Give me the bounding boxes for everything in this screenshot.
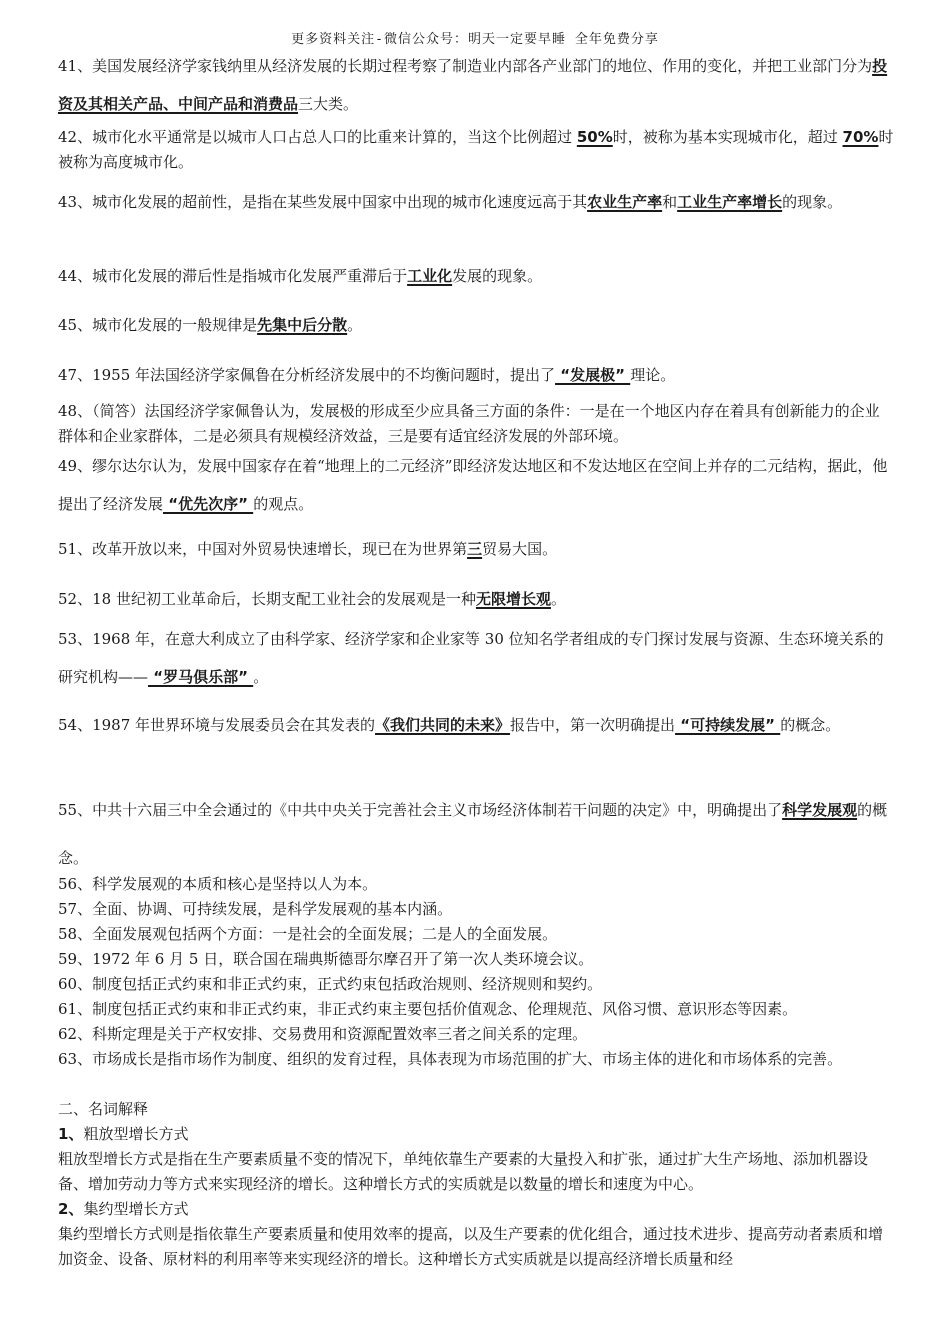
item-61: 61、制度包括正式约束和非正式约束，非正式约束主要包括价值观念、伦理规范、风俗习惯、意识形态等因素。 — [58, 1000, 798, 1018]
section-title: 二、名词解释 — [58, 1100, 149, 1118]
item-56: 56、科学发展观的本质和核心是坚持以人为本。 — [58, 875, 378, 893]
item-53: 53、1968 年，在意大利成立了由科学家、经济学家和企业家等 30 位知名学者组成的专门探讨发展与资源、生态环境关系的研究机构—— “罗马俱乐部” 。 — [58, 630, 884, 686]
term-1-heading: 1、粗放型增长方式 — [58, 1125, 189, 1143]
item-57: 57、全面、协调、可持续发展，是科学发展观的基本内涵。 — [58, 900, 453, 918]
item-41: 41、美国发展经济学家钱纳里从经济发展的长期过程考察了制造业内部各产业部门的地位、作用的变化，并把工业部门分为投资及其相关产品、中间产品和消费品三大类。 — [58, 57, 888, 113]
term-2-heading: 2、集约型增长方式 — [58, 1200, 189, 1218]
item-52: 52、18 世纪初工业革命后，长期支配工业社会的发展观是一种无限增长观。 — [58, 590, 566, 608]
item-55: 55、中共十六届三中全会通过的《中共中央关于完善社会主义市场经济体制若干问题的决定》中，明确提出了科学发展观的概念。 — [58, 801, 888, 867]
item-51: 51、改革开放以来，中国对外贸易快速增长，现已在为世界第三贸易大国。 — [58, 540, 558, 558]
page-header: 更多资料关注-微信公众号：明天一定要早睡 全年免费分享 — [291, 32, 659, 47]
term-1-body: 粗放型增长方式是指在生产要素质量不变的情况下，单纯依靠生产要素的大量投入和扩张，通过扩大生产场地、添加机器设备、增加劳动力等方式来实现经济的增长。这种增长方式的实质就是以数量的增长和速度为中心。 — [58, 1150, 869, 1193]
item-47: 47、1955 年法国经济学家佩鲁在分析经济发展中的不均衡问题时，提出了 “发展极” 理论。 — [58, 366, 676, 384]
term-2-body: 集约型增长方式则是指依靠生产要素质量和使用效率的提高，以及生产要素的优化组合，通过技术进步、提高劳动者素质和增加资金、设备、原材料的利用率等来实现经济的增长。这种增长方式实质就是以提高经济增长质量和经 — [58, 1225, 884, 1268]
item-43: 43、城市化发展的超前性，是指在某些发展中国家中出现的城市化速度远高于其农业生产率和工业生产率增长的现象。 — [58, 193, 843, 211]
item-59: 59、1972 年 6 月 5 日，联合国在瑞典斯德哥尔摩召开了第一次人类环境会议。 — [58, 950, 594, 968]
item-44: 44、城市化发展的滞后性是指城市化发展严重滞后于工业化发展的现象。 — [58, 267, 543, 285]
item-49: 49、缪尔达尔认为，发展中国家存在着“地理上的二元经济”即经济发达地区和不发达地区在空间上并存的二元结构，据此，他提出了经济发展 “优先次序” 的观点。 — [58, 457, 888, 513]
item-62: 62、科斯定理是关于产权安排、交易费用和资源配置效率三者之间关系的定理。 — [58, 1025, 588, 1043]
item-45: 45、城市化发展的一般规律是先集中后分散。 — [58, 316, 363, 334]
item-48: 48、（简答）法国经济学家佩鲁认为，发展极的形成至少应具备三方面的条件：一是在一个地区内存在着具有创新能力的企业群体和企业家群体，二是必须具有规模经济效益，三是要有适宜经济发展的外部环境。 — [58, 402, 880, 445]
item-42: 42、城市化水平通常是以城市人口占总人口的比重来计算的，当这个比例超过 50%时，被称为基本实现城市化，超过 70%时被称为高度城市化。 — [58, 128, 894, 171]
item-63: 63、市场成长是指市场作为制度、组织的发育过程，具体表现为市场范围的扩大、市场主体的进化和市场体系的完善。 — [58, 1050, 843, 1068]
item-58: 58、全面发展观包括两个方面：一是社会的全面发展；二是人的全面发展。 — [58, 925, 558, 943]
item-54: 54、1987 年世界环境与发展委员会在其发表的《我们共同的未来》报告中，第一次明确提出 “可持续发展” 的概念。 — [58, 716, 841, 734]
item-60: 60、制度包括正式约束和非正式约束，正式约束包括政治规则、经济规则和契约。 — [58, 975, 603, 993]
